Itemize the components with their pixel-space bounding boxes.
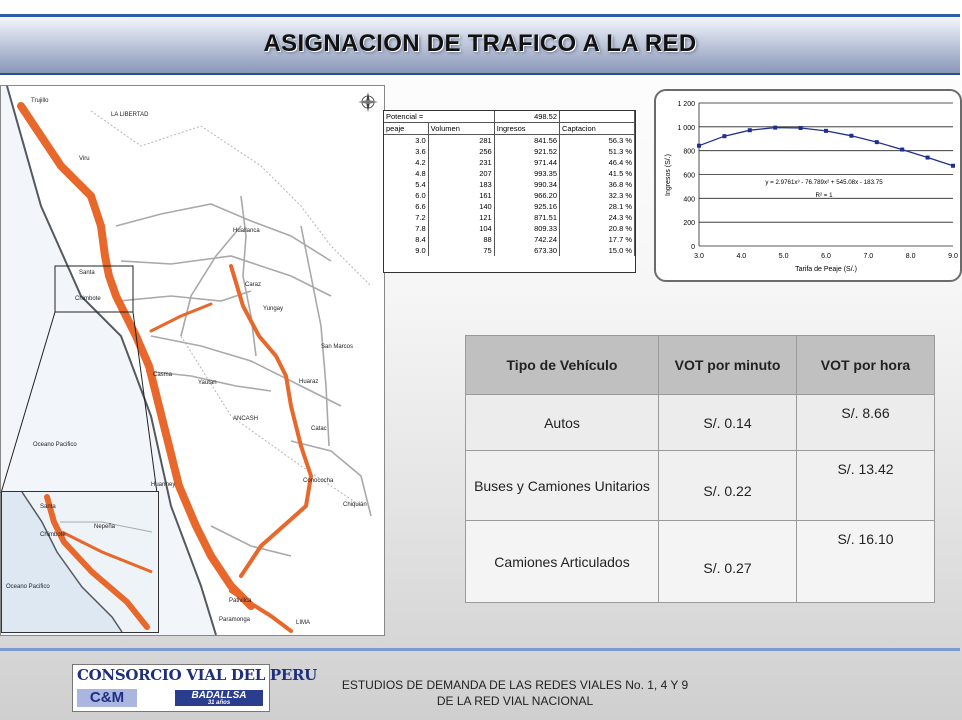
footer-caption — [280, 677, 750, 709]
sheet-header-cell: Volumen — [428, 123, 494, 135]
map-label: San Marcos — [321, 344, 354, 350]
x-axis-label: Tarifa de Peaje (S/.) — [795, 266, 857, 273]
sheet-cell: 841.56 — [494, 135, 559, 147]
inset-label: Santa — [40, 504, 56, 510]
sheet-cell: 7.2 — [384, 212, 428, 223]
x-tick-label: 3.0 — [694, 253, 704, 260]
y-tick-label: 0 — [691, 244, 695, 251]
map-label: Yungay — [263, 306, 284, 312]
sheet-header-cell: Ingresos — [494, 123, 559, 135]
sheet-cell: 256 — [428, 146, 494, 157]
x-tick-label: 8.0 — [905, 253, 916, 260]
vot-header-cell: VOT por minuto — [659, 336, 797, 395]
sheet-cell: 3.0 — [384, 135, 428, 147]
sheet-cell: 32.3 % — [560, 190, 635, 201]
sheet-cell: 966.20 — [494, 190, 559, 201]
sheet-cell: 925.16 — [494, 201, 559, 212]
sheet-cell: 993.35 — [494, 168, 559, 179]
region-boundary — [181, 336, 361, 506]
revenue-chart-svg — [656, 91, 956, 276]
company-logo — [72, 664, 317, 712]
map-label: LA LIBERTAD — [111, 112, 149, 118]
data-point — [875, 140, 879, 144]
table-row — [466, 521, 935, 603]
revenue-chart — [654, 89, 962, 282]
sheet-cell: 207 — [428, 168, 494, 179]
sheet-cell: 41.5 % — [560, 168, 635, 179]
y-tick-label: 1 200 — [677, 101, 695, 108]
sheet-cell: 88 — [428, 234, 494, 245]
data-point — [799, 126, 803, 130]
map-label: Chiquián — [343, 502, 367, 508]
sheet-cell: 809.33 — [494, 223, 559, 234]
inset-label: Oceano Pacifico — [6, 584, 50, 590]
sheet-cell: 3.6 — [384, 146, 428, 157]
data-point — [900, 148, 904, 152]
inset-graphic — [2, 492, 158, 632]
y-tick-label: 200 — [683, 220, 695, 228]
map-label: Oceano Pacifico — [33, 442, 77, 448]
north-arrow-icon — [358, 92, 378, 112]
map-label: Huarmey — [151, 482, 176, 488]
sheet-cell: 51.3 % — [560, 146, 635, 157]
map-label: Viru — [79, 156, 90, 162]
potential-value: 498.52 — [494, 111, 559, 123]
table-row — [384, 157, 635, 168]
slide-title: ASIGNACION DE TRAFICO A LA RED — [263, 30, 697, 57]
data-point — [773, 126, 777, 130]
map-label: LIMA — [296, 620, 311, 626]
potential-row — [384, 111, 635, 123]
sheet-cell: 4.2 — [384, 157, 428, 168]
table-row — [384, 223, 635, 234]
vot-minuto-cell: S/. 0.27 — [659, 521, 797, 603]
data-point — [722, 134, 726, 138]
logo-badallsa-text: BADALLSA — [191, 690, 247, 701]
sheet-cell: 871.51 — [494, 212, 559, 223]
sheet-cell: 183 — [428, 179, 494, 190]
sheet-cell: 17.7 % — [560, 234, 635, 245]
sheet-cell: 231 — [428, 157, 494, 168]
footer-divider — [0, 648, 960, 651]
map-inset — [1, 491, 159, 633]
r-squared: R² = 1 — [815, 192, 833, 199]
sheet-cell: 9.0 — [384, 245, 428, 256]
sheet-cell: 6.6 — [384, 201, 428, 212]
inset-label: Nepeña — [94, 524, 116, 530]
map-label: Yautan — [198, 380, 217, 386]
toll-spreadsheet — [383, 110, 636, 273]
sheet-cell: 971.44 — [494, 157, 559, 168]
sheet-cell: 15.0 % — [560, 245, 635, 256]
vot-header-cell: VOT por hora — [797, 336, 935, 395]
table-row — [384, 212, 635, 223]
y-tick-label: 800 — [683, 148, 695, 156]
vot-tipo-cell: Autos — [466, 395, 659, 451]
map-label: Santa — [79, 270, 95, 276]
map-label: Casma — [153, 372, 173, 378]
map-label: Trujillo — [31, 98, 49, 104]
table-row — [384, 201, 635, 212]
vot-hora-cell: S/. 8.66 — [797, 395, 935, 451]
map-label: Huaraz — [299, 379, 319, 385]
sheet-cell: 104 — [428, 223, 494, 234]
sheet-cell: 121 — [428, 212, 494, 223]
sheet-header-cell: peaje — [384, 123, 428, 135]
sheet-cell: 990.34 — [494, 179, 559, 190]
sheet-cell: 5.4 — [384, 179, 428, 190]
y-axis-label: Ingresos (S/.) — [665, 153, 672, 197]
x-tick-label: 4.0 — [736, 253, 747, 260]
data-point — [697, 144, 701, 148]
map-label: ANCASH — [233, 416, 259, 422]
sheet-cell: 20.8 % — [560, 223, 635, 234]
y-tick-label: 400 — [683, 196, 695, 204]
potential-label: Potencial = — [384, 111, 494, 123]
data-point — [926, 156, 930, 160]
sheet-cell: 24.3 % — [560, 212, 635, 223]
sheet-cell: 4.8 — [384, 168, 428, 179]
x-tick-label: 6.0 — [821, 253, 831, 260]
sheet-cell: 161 — [428, 190, 494, 201]
road-network-map — [0, 85, 385, 636]
sheet-cell: 75 — [428, 245, 494, 256]
table-row — [384, 245, 635, 256]
vot-hora-cell: S/. 13.42 — [797, 451, 935, 521]
logo-badallsa — [175, 690, 263, 706]
map-label: Catac — [311, 426, 327, 432]
data-point — [748, 128, 752, 132]
sheet-cell: 6.0 — [384, 190, 428, 201]
table-row — [466, 395, 935, 451]
sheet-cell: 742.24 — [494, 234, 559, 245]
map-label: Chimbote — [75, 296, 101, 302]
vot-minuto-cell: S/. 0.14 — [659, 395, 797, 451]
toll-table — [384, 111, 635, 256]
sheet-cell: 281 — [428, 135, 494, 147]
footer-line-2: DE LA RED VIAL NACIONAL — [436, 694, 594, 708]
vot-header-cell: Tipo de Vehículo — [466, 336, 659, 395]
map-label: Conococha — [303, 478, 334, 484]
table-row — [384, 179, 635, 190]
vot-table — [465, 335, 935, 603]
sheet-header-cell: Captacion — [560, 123, 635, 135]
table-row — [466, 451, 935, 521]
x-tick-label: 5.0 — [778, 253, 789, 260]
data-point — [951, 164, 955, 168]
table-row — [384, 190, 635, 201]
vot-hora-cell: S/. 16.10 — [797, 521, 935, 603]
vot-tipo-cell: Camiones Articulados — [466, 521, 659, 603]
map-label: Caraz — [245, 282, 262, 288]
vot-tipo-cell: Buses y Camiones Unitarios — [466, 451, 659, 521]
inset-label: Chimbote — [40, 532, 66, 538]
data-point — [824, 129, 828, 133]
sheet-cell: 46.4 % — [560, 157, 635, 168]
trend-equation: y = 2.9761x³ - 76.789x² + 545.08x - 183.75 — [765, 179, 883, 186]
vot-minuto-cell: S/. 0.22 — [659, 451, 797, 521]
map-label: Huallanca — [233, 228, 260, 234]
sheet-cell: 8.4 — [384, 234, 428, 245]
trend-line — [699, 128, 953, 166]
data-point — [849, 134, 853, 138]
x-tick-label: 7.0 — [863, 253, 874, 260]
y-tick-label: 600 — [683, 172, 695, 180]
sheet-header-row — [384, 123, 635, 135]
x-tick-label: 9.0 — [948, 253, 958, 260]
vot-header-row — [466, 336, 935, 395]
sheet-body — [384, 135, 635, 257]
table-row — [384, 168, 635, 179]
map-label: Paramonga — [219, 617, 251, 623]
sheet-cell: 7.8 — [384, 223, 428, 234]
sheet-cell: 56.3 % — [560, 135, 635, 147]
table-row — [384, 234, 635, 245]
footer-line-1: ESTUDIOS DE DEMANDA DE LAS REDES VIALES No. 1, 4 Y 9 — [341, 678, 689, 692]
sheet-cell: 140 — [428, 201, 494, 212]
sheet-cell: 36.8 % — [560, 179, 635, 190]
table-row — [384, 135, 635, 147]
sheet-cell: 673.30 — [494, 245, 559, 256]
logo-years: 31 años — [207, 700, 231, 706]
map-label: Pativilca — [229, 598, 252, 604]
y-tick-label: 1 000 — [677, 124, 695, 132]
table-row — [384, 146, 635, 157]
logo-cm: C&M — [77, 689, 137, 707]
sheet-cell: 28.1 % — [560, 201, 635, 212]
logo-consorcio: CONSORCIO VIAL DEL PERU — [77, 666, 317, 684]
sheet-cell: 921.52 — [494, 146, 559, 157]
